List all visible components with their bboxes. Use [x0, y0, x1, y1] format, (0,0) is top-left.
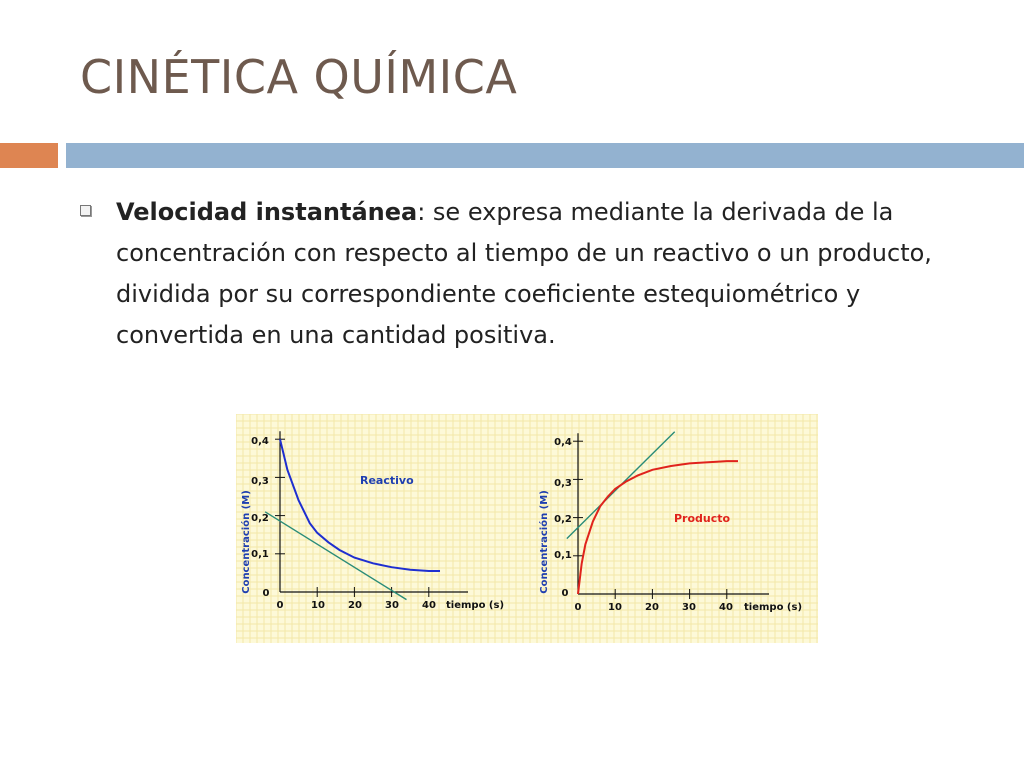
- c2-ytick-1: 0,1: [554, 550, 572, 561]
- c2-xtick-1: 10: [608, 602, 622, 613]
- c2-ytick-2: 0,2: [554, 514, 572, 525]
- c2-xtick-0: 0: [574, 602, 582, 613]
- c1-series-label: Reactivo: [360, 474, 414, 487]
- c1-ytick-4: 0,4: [251, 436, 269, 447]
- c1-xtick-0: 0: [276, 600, 284, 611]
- c1-ylabel: Concentración (M): [241, 490, 252, 594]
- bullet-body: : se expresa mediante la derivada de la concentración con respecto al tiempo de un reactivo o un producto, dividida por su correspondiente coeficiente estequiométrico y convertida en una cantidad positiva.: [116, 198, 932, 349]
- c1-xtick-3: 30: [385, 600, 399, 611]
- accent-bar-blue: [66, 143, 1024, 168]
- slide-title: CINÉTICA QUÍMICA: [80, 50, 518, 104]
- c1-xtick-1: 10: [311, 600, 325, 611]
- c2-xlabel: tiempo (s): [744, 602, 803, 613]
- c1-ytick-2: 0,2: [251, 513, 269, 524]
- bullet-text: [116, 192, 960, 356]
- concentration-graphs: [236, 414, 818, 643]
- graphs-svg: [236, 414, 818, 643]
- c2-xtick-2: 20: [645, 602, 659, 613]
- c2-xtick-3: 30: [682, 602, 696, 613]
- c2-ytick-0: 0: [561, 588, 569, 599]
- c1-xlabel: tiempo (s): [446, 600, 505, 611]
- c1-ytick-1: 0,1: [251, 549, 269, 560]
- c1-xtick-4: 40: [422, 600, 436, 611]
- square-bullet-icon: [80, 205, 91, 216]
- accent-bar-orange: [0, 143, 58, 168]
- c2-ytick-4: 0,4: [554, 437, 572, 448]
- c2-series-label: Producto: [674, 512, 731, 525]
- c1-ytick-0: 0: [262, 588, 270, 599]
- c1-xtick-2: 20: [348, 600, 362, 611]
- c1-ytick-3: 0,3: [251, 476, 269, 487]
- bullet-item: [80, 192, 960, 356]
- c2-ytick-3: 0,3: [554, 478, 572, 489]
- c2-ylabel: Concentración (M): [539, 490, 550, 594]
- c2-xtick-4: 40: [719, 602, 733, 613]
- bullet-term: Velocidad instantánea: [116, 198, 418, 226]
